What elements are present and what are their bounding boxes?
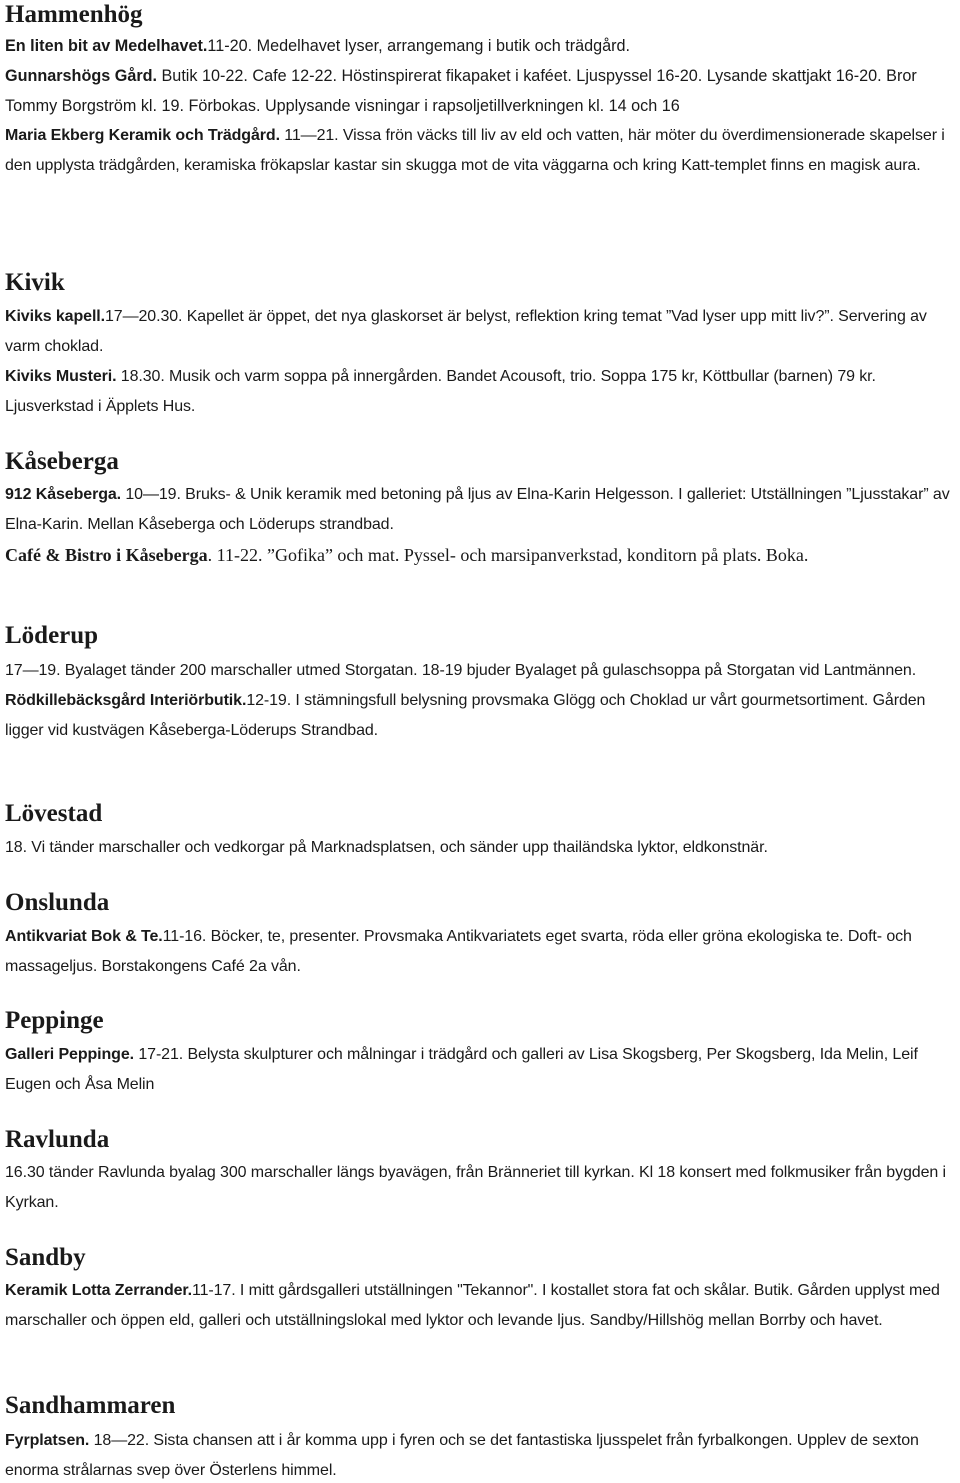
paragraph-maria-ekberg bbox=[5, 121, 960, 181]
section-lovestad bbox=[5, 833, 960, 863]
section-sandhammaren bbox=[5, 1426, 960, 1483]
place-name: Kiviks Musteri. bbox=[5, 368, 117, 385]
paragraph-text: 11-20. Medelhavet lyser, arrangemang i butik och trädgård. bbox=[207, 37, 631, 55]
place-name: Kiviks kapell. bbox=[5, 308, 105, 325]
heading-lovestad: Lövestad bbox=[5, 800, 103, 827]
heading-sandby: Sandby bbox=[5, 1244, 86, 1271]
heading-sandhammaren: Sandhammaren bbox=[5, 1392, 176, 1419]
paragraph-text: 18—22. Sista chansen att i år komma upp i fyren och se det fantastiska ljusspelet från fyrbalkongen. Upplev de sexton enorma strålarnas svep över Österlens himmel. bbox=[5, 1432, 919, 1479]
paragraph-gunnarshogs bbox=[5, 61, 960, 121]
paragraph-fyrplatsen bbox=[5, 1426, 960, 1483]
paragraph-rodkillebacksgard bbox=[5, 686, 960, 746]
section-kaseberga bbox=[5, 480, 960, 570]
paragraph-antikvariat bbox=[5, 922, 960, 982]
section-sandby bbox=[5, 1276, 960, 1336]
place-name: Antikvariat Bok & Te. bbox=[5, 928, 163, 945]
place-name: Maria Ekberg Keramik och Trädgård. bbox=[5, 127, 280, 144]
section-onslunda bbox=[5, 922, 960, 982]
heading-hammenhog: Hammenhög bbox=[5, 1, 143, 28]
heading-ravlunda: Ravlunda bbox=[5, 1126, 110, 1153]
paragraph-medelhavet bbox=[5, 31, 960, 61]
heading-peppinge: Peppinge bbox=[5, 1007, 104, 1034]
paragraph-text: 11—21. Vissa frön väcks till liv av eld och vatten, här möter du överdimensionerade skapelser i den upplysta trädgården, keramiska frökapslar kastar sin skugga mot de vita väggarna och kring Katt-templet finns en magisk aura. bbox=[5, 127, 945, 174]
heading-kivik: Kivik bbox=[5, 269, 65, 296]
heading-onslunda: Onslunda bbox=[5, 889, 110, 916]
paragraph-text: . 11-22. ”Gofika” och mat. Pyssel- och marsipanverkstad, konditorn på plats. Boka. bbox=[207, 545, 809, 565]
section-loderup bbox=[5, 656, 960, 746]
paragraph-text: 18.30. Musik och varm soppa på innergården. Bandet Acousoft, trio. Soppa 175 kr, Köttbullar (barnen) 79 kr. Ljusverkstad i Äpplets Hus. bbox=[5, 368, 876, 415]
place-name: Café & Bistro i Kåseberga bbox=[5, 545, 208, 565]
section-peppinge bbox=[5, 1040, 960, 1100]
paragraph-text: Butik 10-22. Cafe 12-22. Höstinspirerat fikapaket i kaféet. Ljuspyssel 16-20. Lysande skattjakt 16-20. Bror Tommy Borgström kl. 19. Förbokas. Upplysande visningar i rapsoljetillverkningen kl. 14 och 16 bbox=[5, 67, 917, 115]
paragraph-text: 17—19. Byalaget tänder 200 marschaller utmed Storgatan. 18-19 bjuder Byalaget på gulaschsoppa på Storgatan vid Lantmännen. bbox=[5, 662, 917, 679]
place-name: En liten bit av Medelhavet. bbox=[5, 37, 208, 55]
paragraph-text: 11-17. I mitt gårdsgalleri utställningen "Tekannor". I kostallet stora fat och skålar. Butik. Gården upplyst med marschaller och öppen eld, galleri och utställningslokal med lyktor och levande ljus. Sandby/Hillshög mellan Borrby och havet. bbox=[5, 1282, 940, 1329]
place-name: Keramik Lotta Zerrander. bbox=[5, 1282, 192, 1299]
paragraph-text: 11-16. Böcker, te, presenter. Provsmaka Antikvariatets eget svarta, röda eller gröna ekologiska te. Doft- och massageljus. Borstakongens Café 2a vån. bbox=[5, 928, 912, 975]
paragraph-text: 17—20.30. Kapellet är öppet, det nya glaskorset är belyst, reflektion kring temat ”Vad lyser upp mitt liv?”. Servering av varm choklad. bbox=[5, 308, 927, 355]
paragraph-text: 10—19. Bruks- & Unik keramik med betoning på ljus av Elna-Karin Helgesson. I galleriet: Utställningen ”Ljusstakar” av Elna-Karin. Mellan Kåseberga och Löderups strandbad. bbox=[5, 486, 950, 533]
section-kivik bbox=[5, 302, 960, 422]
section-hammenhog bbox=[5, 31, 960, 181]
paragraph-912-kaseberga bbox=[5, 480, 960, 540]
place-name: Gunnarshögs Gård. bbox=[5, 67, 158, 85]
paragraph-text: 17-21. Belysta skulpturer och målningar i trädgård och galleri av Lisa Skogsberg, Per Skogsberg, Ida Melin, Leif Eugen och Åsa Melin bbox=[5, 1046, 918, 1093]
place-name: 912 Kåseberga. bbox=[5, 486, 122, 503]
paragraph-kiviks-musteri bbox=[5, 362, 960, 422]
place-name: Fyrplatsen. bbox=[5, 1432, 90, 1449]
heading-kaseberga: Kåseberga bbox=[5, 448, 119, 475]
paragraph-lotta-zerrander bbox=[5, 1276, 960, 1336]
paragraph-text: 16.30 tänder Ravlunda byalag 300 marschaller längs byavägen, från Bränneriet till kyrkan. Kl 18 konsert med folkmusiker från bygden i Kyrkan. bbox=[5, 1164, 946, 1211]
paragraph-byalaget bbox=[5, 656, 960, 686]
paragraph-galleri-peppinge bbox=[5, 1040, 960, 1100]
paragraph-text: 18. Vi tänder marschaller och vedkorgar på Marknadsplatsen, och sänder upp thailändska lyktor, eldkonstnär. bbox=[5, 839, 768, 856]
paragraph-text: 12-19. I stämningsfull belysning provsmaka Glögg och Choklad ur vårt gourmetsortiment. Gården ligger vid kustvägen Kåseberga-Löderups Strandbad. bbox=[5, 692, 926, 739]
place-name: Galleri Peppinge. bbox=[5, 1046, 135, 1063]
heading-loderup: Löderup bbox=[5, 622, 99, 649]
place-name: Rödkillebäcksgård Interiörbutik. bbox=[5, 692, 247, 709]
paragraph-cafe-bistro bbox=[5, 540, 960, 570]
paragraph-kiviks-kapell bbox=[5, 302, 960, 362]
paragraph-ravlunda-byalag bbox=[5, 1158, 960, 1218]
paragraph-marknadsplatsen bbox=[5, 833, 960, 863]
section-ravlunda bbox=[5, 1158, 960, 1218]
